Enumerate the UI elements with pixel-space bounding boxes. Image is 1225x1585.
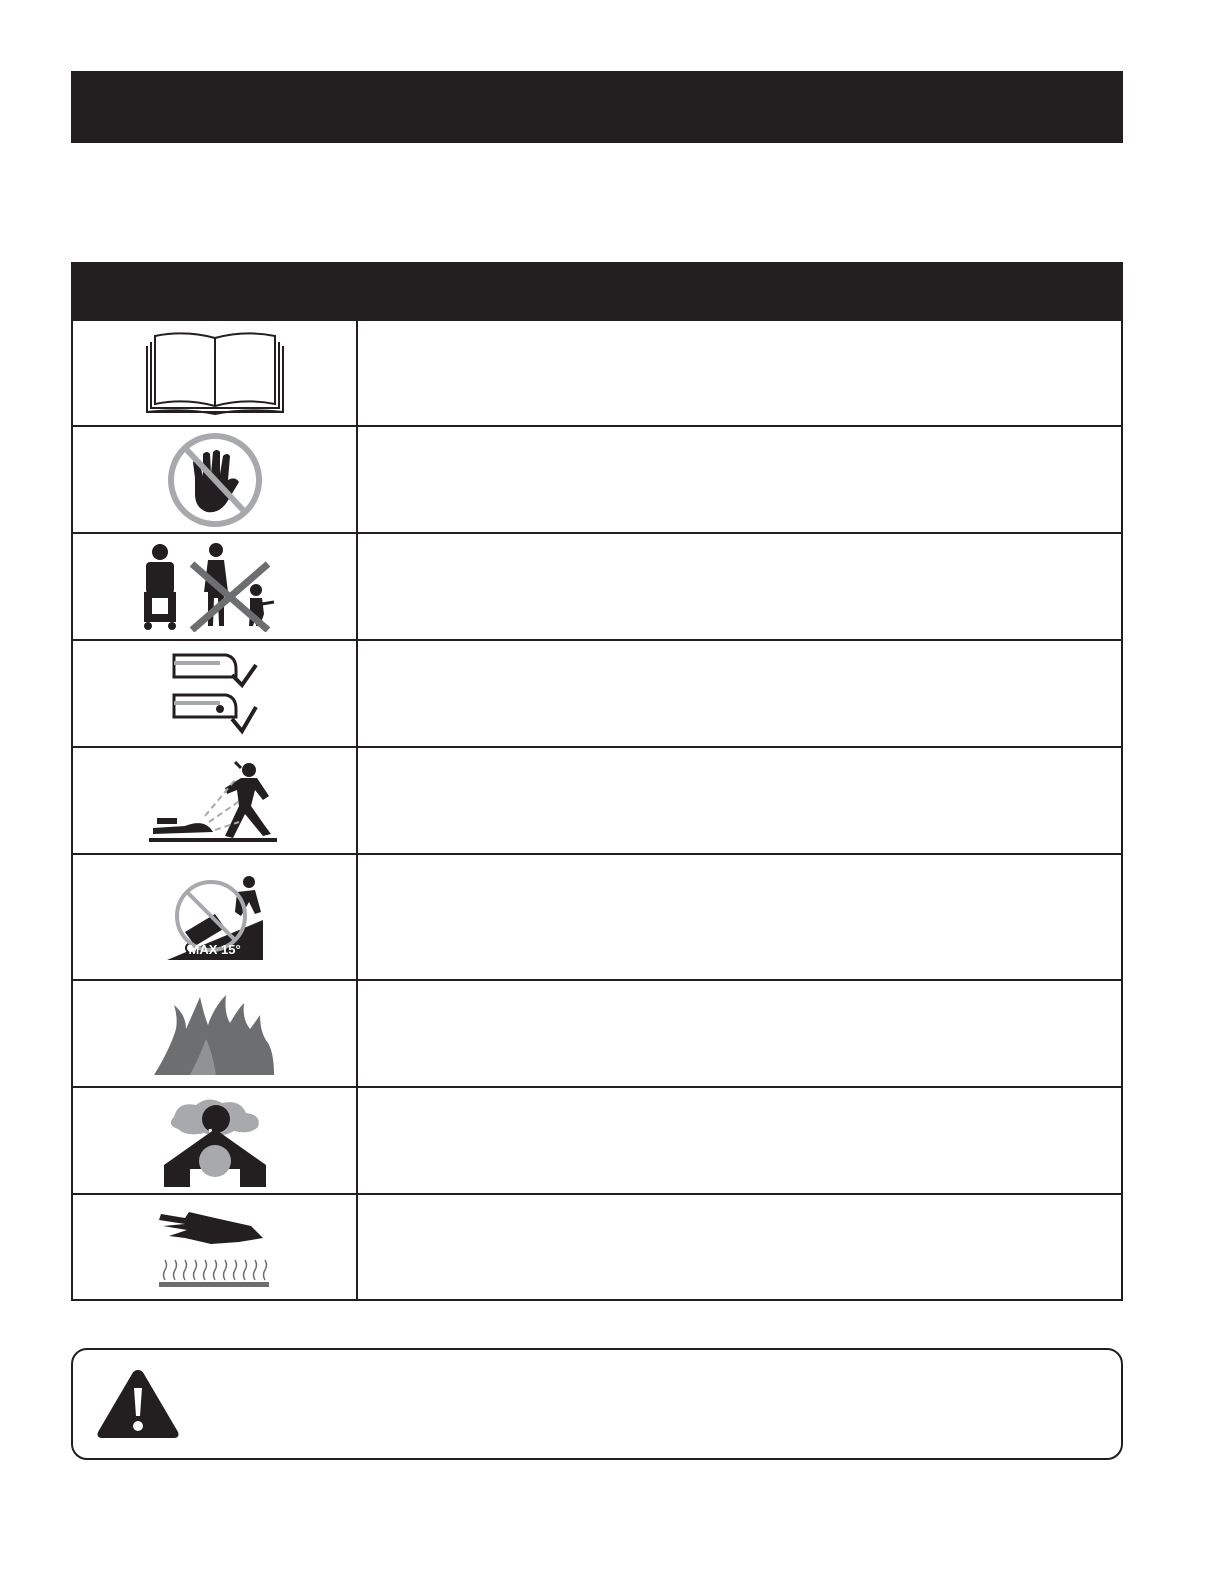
table-row <box>73 1193 1121 1299</box>
fire-hazard-icon <box>150 989 280 1079</box>
table-row <box>73 746 1121 853</box>
row-meaning <box>358 641 1121 746</box>
thrown-objects-icon <box>145 756 285 846</box>
row-meaning <box>358 321 1121 425</box>
row-meaning <box>358 1088 1121 1193</box>
toxic-fumes-icon <box>160 1095 270 1187</box>
row-meaning <box>358 427 1121 532</box>
row-meaning <box>358 1195 1121 1299</box>
table-row <box>73 639 1121 746</box>
symbol-table <box>71 262 1123 1301</box>
row-meaning <box>358 855 1121 979</box>
slope-limit-label: MAX 15° <box>188 942 241 957</box>
table-row <box>73 853 1121 979</box>
warning-box <box>71 1348 1123 1460</box>
row-meaning <box>358 748 1121 853</box>
table-row <box>73 1086 1121 1193</box>
slope-limit-icon <box>165 872 265 962</box>
row-meaning <box>358 981 1121 1086</box>
hot-surface-icon <box>155 1204 275 1290</box>
intro-text <box>71 170 1123 240</box>
table-header <box>73 264 1121 319</box>
warning-triangle-icon <box>94 1366 182 1442</box>
table-row <box>73 532 1121 639</box>
page-title-bar <box>71 71 1123 143</box>
table-row <box>73 425 1121 532</box>
table-row <box>73 979 1121 1086</box>
row-meaning <box>358 534 1121 639</box>
no-hands-icon <box>165 430 265 530</box>
keep-bystanders-away-icon <box>140 542 290 632</box>
table-row <box>73 319 1121 425</box>
read-manual-icon <box>145 328 285 418</box>
blade-hazard-icon <box>170 649 260 739</box>
